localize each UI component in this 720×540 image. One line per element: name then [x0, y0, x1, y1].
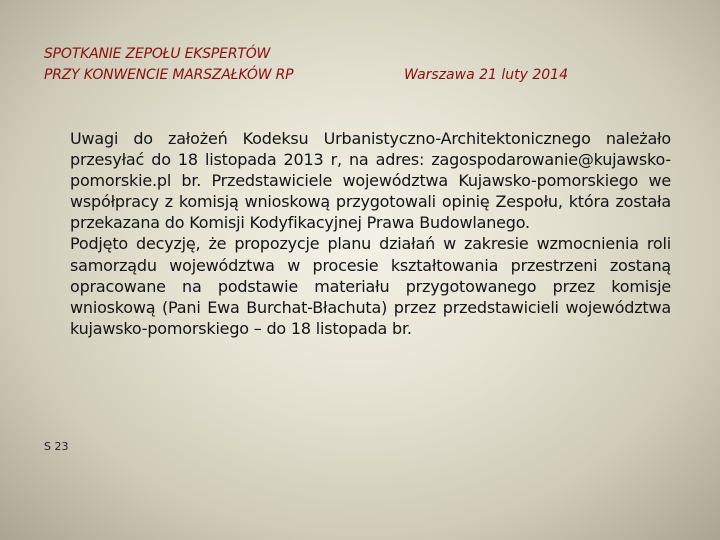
slide-number: S 23	[44, 440, 69, 453]
body-paragraph-2: Podjęto decyzję, że propozycje planu działań w zakresie wzmocnienia roli samorządu województwa w procesie kształtowania przestrzeni zostaną opracowane na podstawie materiału przygotowanego przez komisje wnioskową (Pani Ewa Burchat-Błachuta) przez przedstawicieli województwa kujawsko-pomorskiego – do 18 listopada br.	[70, 234, 671, 338]
header-line-2: PRZY KONWENCIE MARSZAŁKÓW RP	[44, 67, 294, 83]
slide-body	[70, 128, 671, 339]
slide-header	[44, 44, 293, 86]
body-paragraph-1: Uwagi do założeń Kodeksu Urbanistyczno-Architektonicznego należało przesyłać do 18 listopada 2013 r, na adres: zagospodarowanie@kujawsko-pomorskie.pl br. Przedstawiciele województwa Kujawsko-pomorskiego we współpracy z komisją wnioskową przygotowali opinię Zespołu, która została przekazana do Komisji Kodyfikacyjnej Prawa Budowlanego.	[70, 129, 671, 233]
header-line-1: SPOTKANIE ZEPOŁU EKSPERTÓW	[44, 46, 271, 62]
header-date: Warszawa 21 luty 2014	[404, 67, 568, 83]
